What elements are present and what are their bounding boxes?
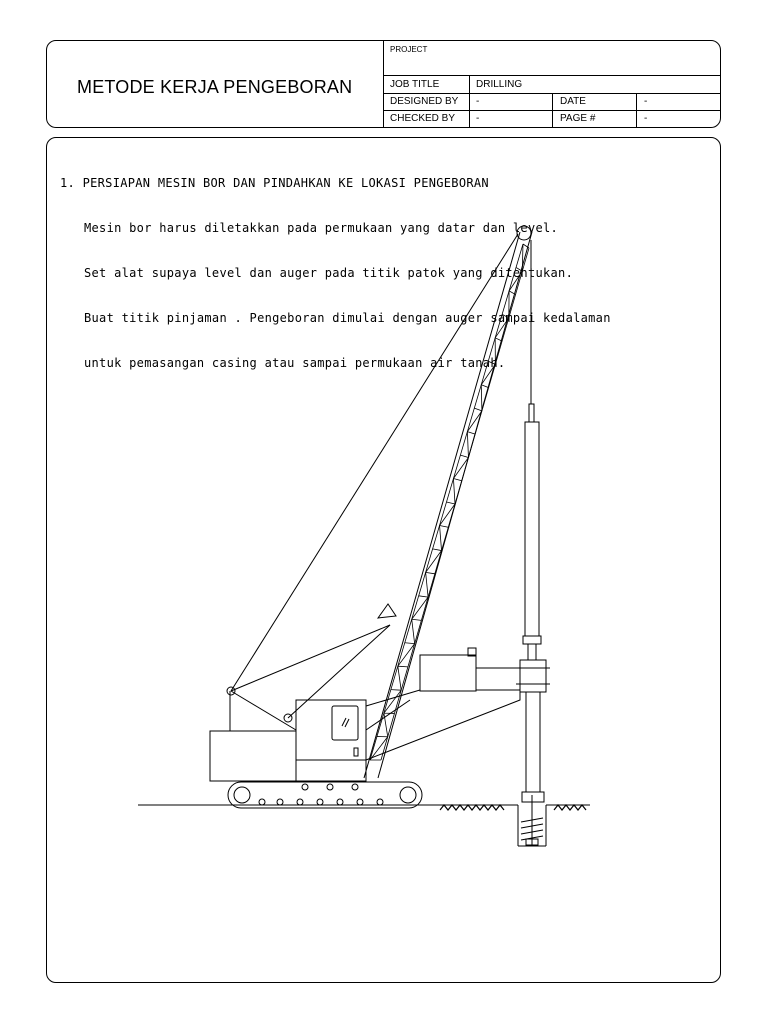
checked-by-label: CHECKED BY [390, 113, 456, 124]
crawler-track [228, 782, 422, 808]
designed-by-value: - [476, 96, 480, 107]
borehole [518, 795, 546, 846]
step-line: Buat titik pinjaman . Pengeboran dimulai dengan auger sampai kedalaman [84, 311, 611, 325]
step-line: Mesin bor harus diletakkan pada permukaan yang datar dan level. [84, 221, 559, 235]
job-title-value: DRILLING [476, 79, 523, 90]
step-line: Set alat supaya level dan auger pada titik patok yang ditentukan. [84, 266, 574, 280]
page-label: PAGE # [560, 113, 596, 124]
step-number: 1. [60, 176, 76, 190]
checked-by-value: - [476, 113, 480, 124]
crane-body [210, 687, 366, 781]
page-value: - [644, 113, 648, 124]
step-line: untuk pemasangan casing atau sampai permukaan air tanah. [84, 356, 506, 370]
designed-by-label: DESIGNED BY [390, 96, 459, 107]
step-heading: PERSIAPAN MESIN BOR DAN PINDAHKAN KE LOKASI PENGEBORAN [82, 176, 489, 190]
project-label: PROJECT [390, 45, 428, 54]
rotary-drive-arm [366, 648, 520, 760]
job-title-label: JOB TITLE [390, 79, 440, 90]
date-value: - [644, 96, 648, 107]
document-title: METODE KERJA PENGEBORAN [77, 77, 353, 97]
kelly-bar [516, 240, 550, 802]
date-label: DATE [560, 96, 586, 107]
lattice-boom [364, 226, 532, 778]
cab-window [332, 706, 358, 740]
